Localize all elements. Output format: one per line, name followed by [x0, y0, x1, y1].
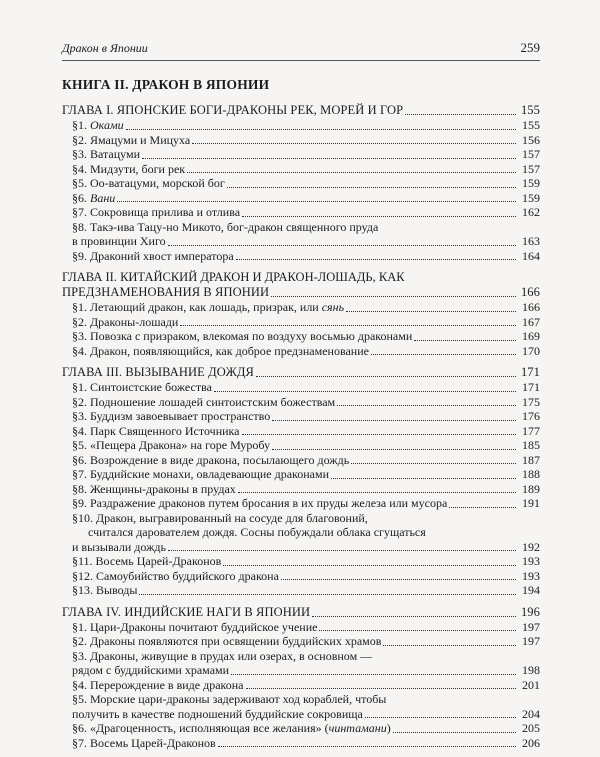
entry-page: 159 — [522, 176, 540, 190]
toc-entry[interactable] — [62, 191, 540, 206]
entry-page: 169 — [522, 329, 540, 343]
entry-title: §4. Мидзути, боги рек — [72, 161, 186, 176]
leader-dots — [371, 353, 516, 355]
leader-dots — [272, 419, 516, 421]
leader-dots — [365, 716, 516, 718]
entry-italic: сянь — [321, 300, 345, 314]
chapter-heading[interactable] — [62, 285, 540, 300]
entry-suffix: ) — [386, 721, 391, 735]
entry-page: 201 — [522, 677, 540, 692]
entry-page: 157 — [522, 161, 540, 176]
leader-dots — [236, 258, 516, 260]
entry-title: §1. Цари-Драконы почитают буддийское учение — [72, 619, 318, 634]
toc-entry[interactable] — [62, 329, 540, 344]
entry-page: 159 — [522, 190, 540, 205]
leader-dots — [272, 448, 516, 450]
leader-dots — [351, 462, 516, 464]
entry-page: 191 — [522, 496, 540, 510]
entry-title: Вани — [90, 190, 116, 205]
leader-dots — [168, 244, 516, 246]
leader-dots — [242, 215, 516, 217]
entry-title: §6. «Драгоценность, исполняющая все желания» ( — [72, 721, 329, 735]
chapter-title: ГЛАВА I. ЯПОНСКИЕ БОГИ-ДРАКОНЫ РЕК, МОРЕЙ И ГОР — [62, 103, 404, 117]
entry-prefix: §1. — [72, 118, 90, 132]
entry-title: Оками — [90, 118, 124, 132]
entry-title: §12. Самоубийство буддийского дракона — [72, 568, 279, 583]
leader-dots — [331, 477, 516, 479]
toc-entry[interactable] — [62, 395, 540, 410]
toc-entry[interactable] — [62, 482, 540, 497]
entry-page: 176 — [522, 409, 540, 423]
toc-entry[interactable] — [62, 344, 540, 359]
leader-dots — [192, 142, 516, 144]
chapter-title-line-2: ПРЕДЗНАМЕНОВАНИЯ В ЯПОНИИ — [62, 285, 270, 299]
toc-entry[interactable] — [62, 380, 540, 395]
entry-line-2: в провинции Хиго — [72, 234, 166, 248]
entry-page: 171 — [522, 380, 540, 394]
toc-entry[interactable] — [62, 569, 540, 584]
leader-dots — [214, 390, 516, 392]
entry-page: 205 — [522, 721, 540, 735]
entry-prefix: §6. — [72, 190, 90, 205]
entry-page: 197 — [522, 634, 540, 648]
leader-dots — [271, 295, 516, 297]
toc-entry[interactable] — [62, 118, 540, 133]
entry-line-1[interactable]: §5. Морские цари-драконы задерживают ход кораблей, чтобы — [72, 692, 387, 706]
entry-title: §3. Повозка с призраком, влекомая по воздуху восьмью драконами — [72, 329, 413, 343]
entry-page: 204 — [522, 706, 540, 721]
entry-page: 189 — [522, 481, 540, 496]
entry-title: §4. Перерождение в виде дракона — [72, 677, 244, 692]
toc-entry[interactable] — [62, 620, 540, 635]
leader-dots — [346, 310, 516, 312]
chapter-2 — [62, 270, 540, 358]
leader-dots — [238, 491, 516, 493]
table-of-contents — [62, 76, 540, 757]
toc-entry[interactable] — [62, 234, 540, 249]
entry-title: §2. Драконы-лошади — [72, 314, 179, 329]
leader-dots — [187, 171, 516, 173]
chapter-heading[interactable] — [62, 605, 540, 620]
toc-entry[interactable] — [62, 176, 540, 191]
entry-title: §2. Драконы появляются при освящении буддийских храмов — [72, 634, 382, 648]
entry-title: §7. Сокровища прилива и отлива — [72, 205, 241, 219]
running-head-title: Дракон в Японии — [62, 41, 148, 55]
entry-line-2[interactable]: считался дарователем дождя. Сосны побуждали облака сгущаться — [88, 525, 426, 539]
entry-title: §7. Буддийские монахи, овладевающие драконами — [72, 467, 330, 481]
chapter-title: ГЛАВА IV. ИНДИЙСКИЕ НАГИ В ЯПОНИИ — [62, 604, 311, 619]
entry-title: §11. Восемь Царей-Драконов — [72, 554, 222, 568]
entry-title: §2. Подношение лошадей синтоистским божествам — [72, 394, 336, 409]
entry-page: 194 — [522, 583, 540, 597]
toc-entry[interactable] — [62, 540, 540, 555]
chapter-page: 171 — [520, 365, 540, 379]
leader-dots — [337, 404, 516, 406]
entry-page: 206 — [522, 735, 540, 750]
toc-entry[interactable] — [62, 583, 540, 598]
leader-dots — [383, 644, 516, 646]
entry-page: 187 — [522, 452, 540, 467]
leader-dots — [319, 629, 516, 631]
leader-dots — [449, 506, 516, 508]
entry-line-1[interactable]: §10. Дракон, выгравированный на сосуде для благовоний, — [72, 510, 368, 525]
entry-title: §5. Оо-ватацуми, морской бог — [72, 176, 225, 190]
toc-entry[interactable] — [62, 409, 540, 424]
page-number: 259 — [520, 40, 540, 55]
entry-page: 157 — [522, 147, 540, 161]
chapter-1 — [62, 103, 540, 263]
entry-page: 163 — [522, 234, 540, 248]
entry-page: 198 — [522, 663, 540, 677]
toc-entry[interactable] — [62, 133, 540, 148]
entry-line-2: рядом с буддийскими храмами — [72, 663, 230, 677]
toc-entry[interactable] — [62, 678, 540, 693]
toc-entry[interactable] — [62, 707, 540, 722]
entry-page: 164 — [522, 248, 540, 263]
toc-entry[interactable] — [62, 554, 540, 569]
entry-title: §3. Ватацуми — [72, 147, 141, 161]
entry-title: §4. Дракон, появляющийся, как доброе предзнаменование — [72, 343, 369, 358]
toc-entry[interactable] — [62, 467, 540, 482]
chapter-3 — [62, 365, 540, 598]
book-title: КНИГА II. ДРАКОН В ЯПОНИИ — [62, 77, 270, 92]
entry-title: §4. Парк Священного Источника — [72, 423, 240, 438]
entry-line-3: и вызывали дождь — [72, 539, 166, 554]
entry-page: 156 — [522, 132, 540, 147]
entry-line-1[interactable]: §3. Драконы, живущие в прудах или озерах, в основном — — [72, 648, 373, 663]
chapter-page: 155 — [520, 103, 540, 117]
toc-entry[interactable] — [62, 663, 540, 678]
toc-entry[interactable] — [62, 721, 540, 736]
toc-entry[interactable] — [62, 249, 540, 264]
leader-dots — [126, 128, 516, 130]
chapter-heading[interactable] — [62, 103, 540, 118]
running-head — [62, 40, 540, 61]
toc-entry[interactable] — [62, 315, 540, 330]
entry-page: 177 — [522, 423, 540, 438]
entry-page: 193 — [522, 568, 540, 583]
entry-page: 192 — [522, 539, 540, 554]
toc-entry[interactable] — [62, 634, 540, 649]
chapter-heading[interactable] — [62, 365, 540, 380]
entry-title: §5. «Пещера Дракона» на горе Муробу — [72, 438, 271, 452]
toc-entry[interactable] — [62, 496, 540, 511]
entry-page: 167 — [522, 314, 540, 329]
leader-dots — [246, 687, 517, 689]
entry-line-2: получить в качестве подношений буддийские сокровища — [72, 706, 363, 721]
leader-dots — [312, 615, 516, 617]
entry-page: 185 — [522, 438, 540, 452]
toc-entry[interactable] — [62, 424, 540, 439]
leader-dots — [414, 339, 516, 341]
entry-page: 197 — [522, 619, 540, 634]
entry-page: 162 — [522, 205, 540, 219]
leader-dots — [242, 433, 516, 435]
toc-entry[interactable] — [62, 438, 540, 453]
leader-dots — [405, 113, 516, 115]
entry-page: 170 — [522, 343, 540, 358]
entry-page: 175 — [522, 394, 540, 409]
entry-title: §9. Раздражение драконов путем бросания в их пруды железа или мусора — [72, 496, 448, 510]
leader-dots — [168, 549, 516, 551]
chapter-4 — [62, 605, 540, 751]
leader-dots — [117, 200, 516, 202]
entry-title: §2. Ямацуми и Мицуха — [72, 132, 191, 147]
leader-dots — [223, 564, 516, 566]
leader-dots — [218, 745, 516, 747]
chapter-title-line-1[interactable]: ГЛАВА II. КИТАЙСКИЙ ДРАКОН И ДРАКОН-ЛОШАДЬ, КАК — [62, 270, 405, 284]
chapter-title: ГЛАВА III. ВЫЗЫВАНИЕ ДОЖДЯ — [62, 365, 254, 379]
entry-page: 188 — [522, 467, 540, 481]
leader-dots — [281, 578, 516, 580]
toc-entry[interactable] — [62, 736, 540, 751]
toc-entry[interactable] — [62, 205, 540, 220]
entry-title: §1. Летающий дракон, как лошадь, призрак, или — [72, 300, 322, 314]
entry-title: §13. Выводы — [72, 583, 138, 597]
entry-italic: чинтамани — [328, 721, 387, 735]
entry-page: 166 — [522, 300, 540, 314]
leader-dots — [231, 673, 516, 675]
chapter-page: 166 — [520, 285, 540, 299]
leader-dots — [139, 593, 516, 595]
toc-entry[interactable] — [62, 453, 540, 468]
chapter-page: 196 — [520, 604, 540, 619]
leader-dots — [180, 324, 516, 326]
entry-title: §3. Буддизм завоевывает пространство — [72, 409, 271, 423]
toc-entry[interactable] — [62, 162, 540, 177]
leader-dots — [393, 731, 516, 733]
entry-page: 155 — [522, 118, 540, 132]
leader-dots — [227, 186, 516, 188]
leader-dots — [256, 375, 516, 377]
entry-page: 193 — [522, 554, 540, 568]
entry-title: §7. Восемь Царей-Драконов — [72, 735, 216, 750]
toc-entry[interactable] — [62, 147, 540, 162]
toc-entry[interactable] — [62, 300, 540, 315]
leader-dots — [142, 157, 516, 159]
entry-title: §9. Драконий хвост императора — [72, 248, 234, 263]
entry-title: §6. Возрождение в виде дракона, посылающего дождь — [72, 452, 350, 467]
entry-title: §1. Синтоистские божества — [72, 380, 212, 394]
entry-title: §8. Женщины-драконы в прудах — [72, 481, 236, 496]
entry-line-1[interactable]: §8. Такэ-ива Тацу-но Микото, бог-дракон священного пруда — [72, 219, 379, 234]
